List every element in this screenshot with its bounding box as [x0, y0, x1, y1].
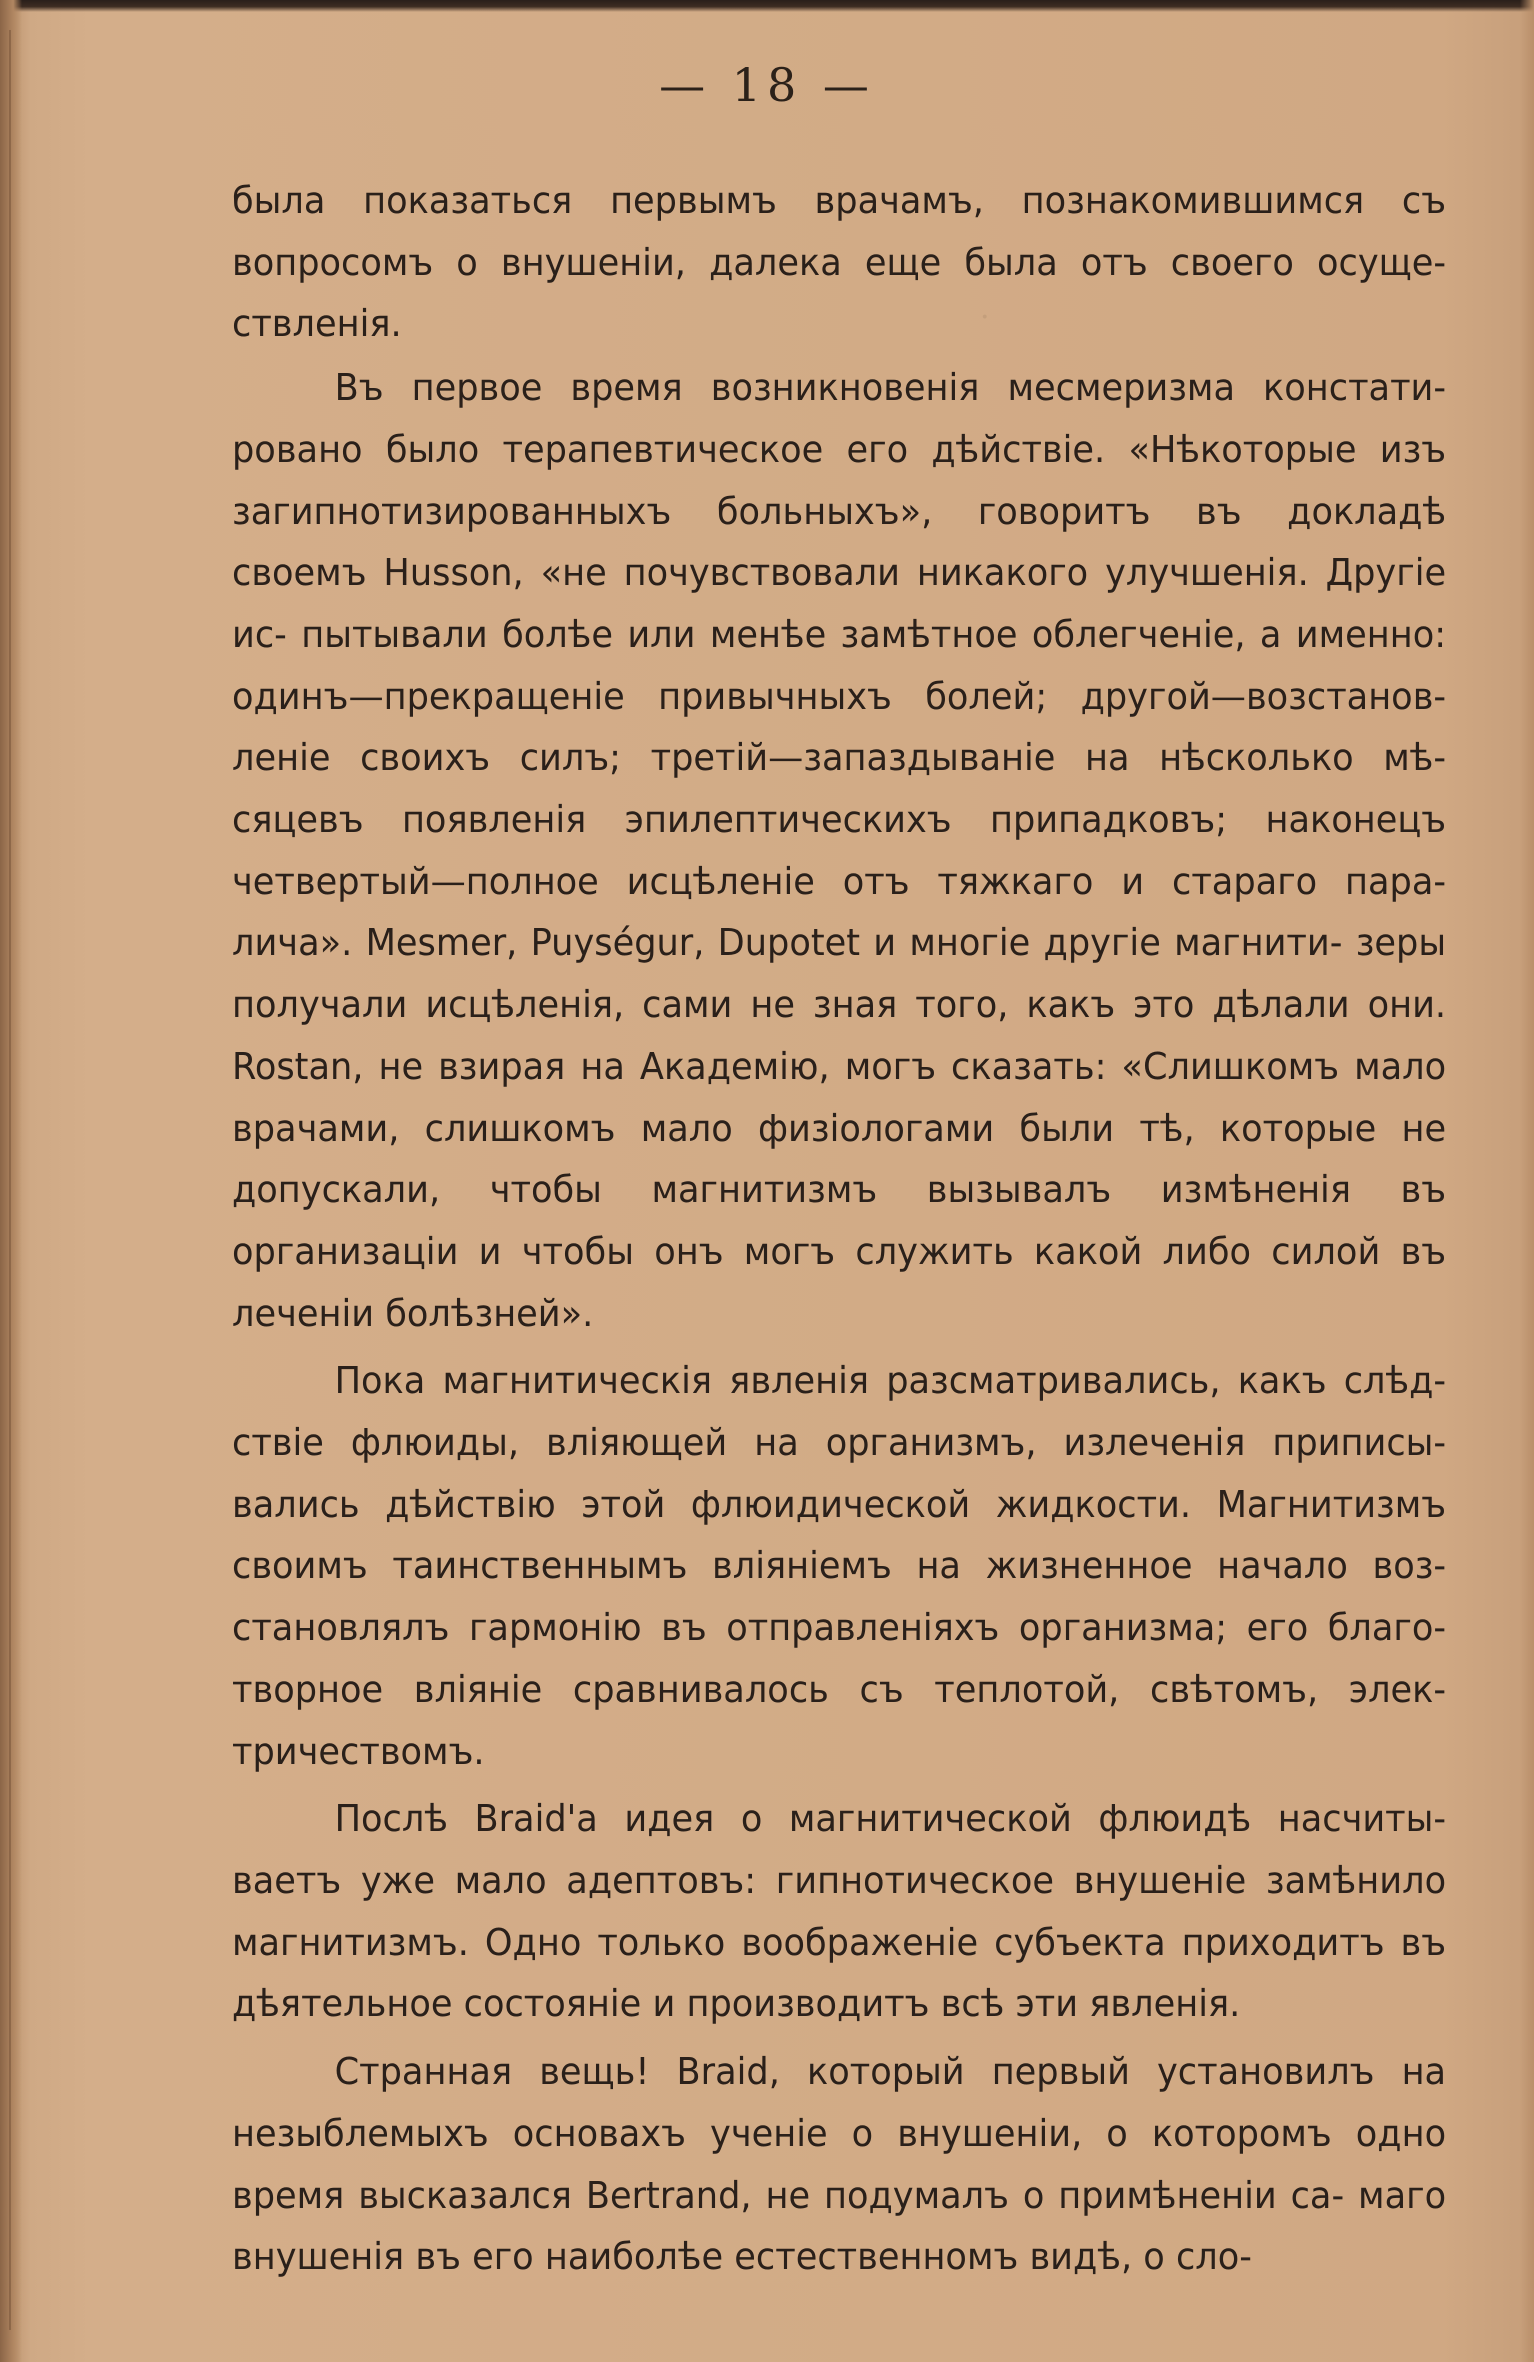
paragraph-3: Пока магнитическія явленія разсматривались, какъ слѣд- ствіе флюиды, вліяющей на организмъ, излеченія приписы- вались дѣйствію этой флюидической жидкости. Магнитизмъ своимъ таинственнымъ вліяніемъ на жизненное начало воз- становлялъ гармонію въ отправленіяхъ организма; его благо- творное вліяніе сравнивалось съ теплотой, свѣтомъ, элек- тричествомъ.: [232, 1359, 1447, 1773]
page-spine-edge: [0, 0, 22, 2362]
bleed-through-text: ·: [980, 300, 990, 335]
paragraph-2: Въ первое время возникновенія месмеризма констати- ровано было терапевтическое его дѣйствіе. «Нѣкоторые изъ загипнотизированныхъ больныхъ», говоритъ въ докладѣ своемъ Husson, «не почувствовали никакого улучшенія. Другіе ис- пытывали болѣе или менѣе замѣтное облегченіе, а именно: одинъ—прекращеніе привычныхъ болей; другой—возстанов- леніе своихъ силъ; третій—запаздываніе на нѣсколько мѣ- сяцевъ появленія эпилептическихъ припадковъ; наконецъ четвертый—полное исцѣленіе отъ тяжкаго и стараго пара- лича». Mesmer, Puységur, Dupotet и многіе другіе магнити- зеры получали исцѣленія, сами не зная того, какъ это дѣлали они. Rostan, не взирая на Академію, могъ сказать: «Слишкомъ мало врачами, слишкомъ мало физіологами были тѣ, которые не допускали, чтобы магнитизмъ вызывалъ измѣненія въ организаціи и чтобы онъ могъ служить какой либо силой въ леченіи болѣзней».: [232, 366, 1447, 1335]
page-top-edge: [0, 0, 1534, 12]
body-text: [232, 170, 1446, 2294]
paragraph-4: Послѣ Braid'а идея о магнитической флюидѣ насчиты- ваетъ уже мало адептовъ: гипнотическое внушеніе замѣнило магнитизмъ. Одно только воображеніе субъекта приходитъ въ дѣятельное состояніе и производитъ всѣ эти явленія.: [232, 1797, 1447, 2026]
paragraph-1: была показаться первымъ врачамъ, познакомившимся съ вопросомъ о внушеніи, далека еще была отъ своего осуще- ствленія.: [232, 179, 1447, 346]
page-right-edge: [1520, 0, 1534, 2362]
paragraph-5: Странная вещь! Braid, который первый установилъ на незыблемыхъ основахъ ученіе о внушеніи, о которомъ одно время высказался Bertrand, не подумалъ о примѣненіи са- маго внушенія въ его наиболѣе естественномъ видѣ, о сло-: [232, 2050, 1447, 2279]
page-number: — 18 —: [659, 58, 875, 112]
